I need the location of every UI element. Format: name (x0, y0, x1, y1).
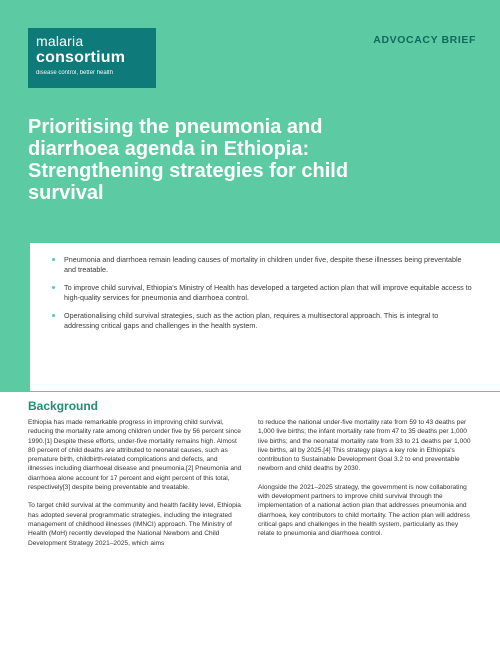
bullet-dot-icon (52, 286, 55, 289)
title-line: Strengthening strategies for child (28, 160, 349, 182)
body-paragraph: To target child survival at the community and health facility level, Ethiopia has adopted several programmatic strategies, including the integrated management of childhood illnesses (IMNCI) approach. The Ministry of Health (MoH) recently developed the National Newborn and Child Development Strategy 2021–2025, which aims (28, 502, 241, 547)
body-paragraph: Alongside the 2021–2025 strategy, the government is now collaborating with development partners to improve child survival through the implementation of a national action plan that addresses pneumonia and diarrhoea, key contributors to child mortality. The action plan will address critical gaps and challenges in the health system, particularly as they relate to pneumonia and diarrhoea control. (258, 483, 470, 538)
malaria-consortium-logo (28, 28, 156, 88)
key-point-text: Operationalising child survival strategies, such as the action plan, requires a multisectoral approach. This is integral to addressing critical gaps and challenges in the health system. (64, 311, 439, 330)
page-title (28, 116, 468, 204)
background-column-left (28, 418, 244, 557)
title-line: Prioritising the pneumonia and (28, 116, 323, 138)
bullet-dot-icon (52, 314, 55, 317)
key-points-box (30, 243, 500, 391)
key-point-item (52, 255, 474, 274)
advocacy-brief-label: ADVOCACY BRIEF (373, 34, 476, 46)
title-line: diarrhoea agenda in Ethiopia: (28, 138, 310, 160)
background-heading: Background (28, 399, 99, 413)
title-line: survival (28, 182, 104, 204)
key-point-text: Pneumonia and diarrhoea remain leading causes of mortality in children under five, despite these illnesses being preventable and treatable. (64, 255, 462, 274)
body-paragraph: to reduce the national under-five mortality rate from 59 to 43 deaths per 1,000 live births; the infant mortality rate from 47 to 35 deaths per 1,000 live births; and the neonatal mortality rate from 33 to 21 deaths per 1,000 live births, all by 2025.[4] This strategy plays a key role in Ethiopia's contribution to Sustainable Development Goal 3.2 to end preventable newborn and child deaths by 2030. (258, 419, 471, 473)
key-point-item (52, 311, 474, 330)
logo-tagline: disease control, better health (36, 70, 114, 76)
key-point-item (52, 283, 474, 302)
body-paragraph: Ethiopia has made remarkable progress in improving child survival, reducing the mortality rate among children under five by 56 percent since 1990.[1] Despite these efforts, under-five mortality remains high. Almost 80 percent of child deaths are attributed to neonatal causes, such as premature birth, childbirth-related complications and defects, and illnesses including diarrhoeal disease and pneumonia.[2] Pneumonia and diarrhoea alone account for 17 percent and eight percent of this total, respectively[3] despite being preventable and treatable. (28, 419, 242, 492)
logo-line-1: malaria (36, 33, 84, 49)
bullet-dot-icon (52, 258, 55, 261)
logo-line-2: consortium (36, 49, 126, 66)
key-point-text: To improve child survival, Ethiopia's Ministry of Health has developed a targeted action plan that will improve equitable access to high-quality services for pneumonia and diarrhoea control. (64, 283, 472, 302)
key-points-list (52, 255, 474, 331)
background-column-right (258, 418, 474, 548)
